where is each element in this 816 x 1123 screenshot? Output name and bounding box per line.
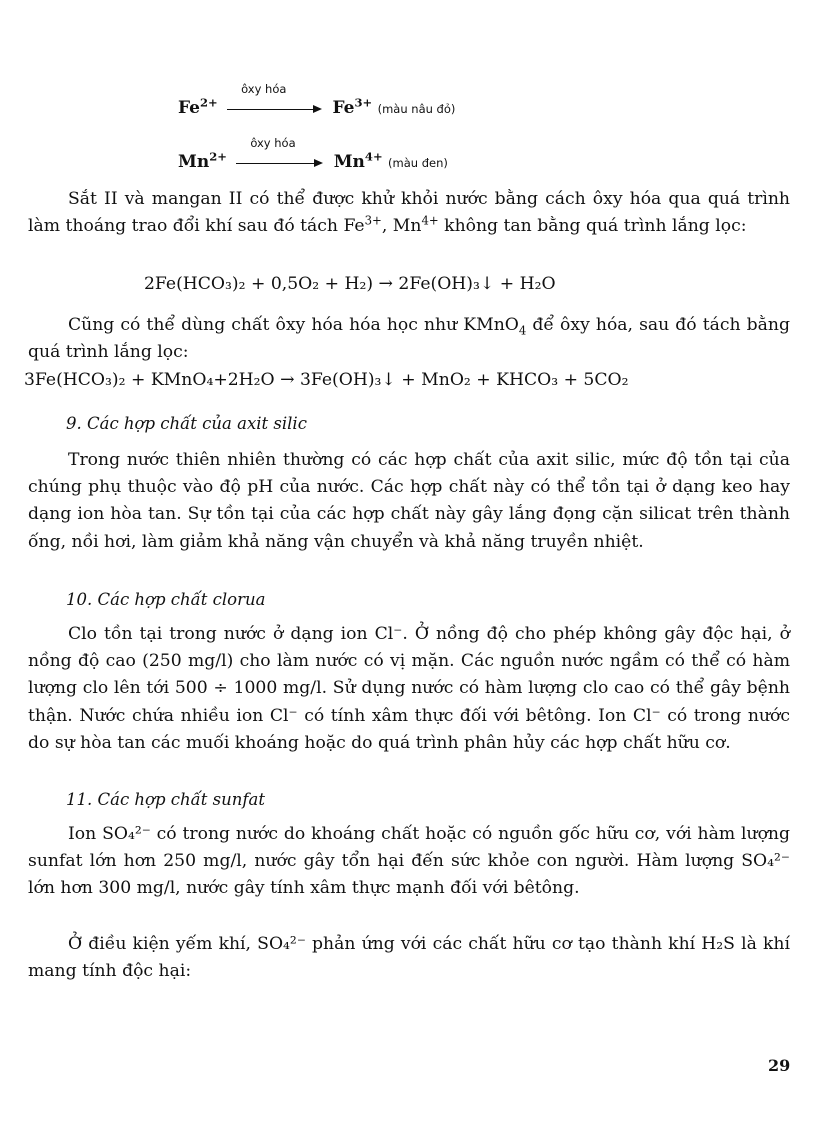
paragraph-iron-manganese: Sắt II và mangan II có thể được khử khỏi nước bằng cách ôxy hóa qua quá trình làm thoáng trao đổi khí sau đó tách $Fe^{3+}$, $Mn^{4+}$ không tan bằng quá trình lắng lọc:	[28, 189, 790, 237]
mn2-ion: $Mn^{2+}$	[178, 149, 227, 172]
paragraph-chloride: Clo tồn tại trong nước ở dạng ion Cl⁻. Ở nồng độ cho phép không gây độc hại, ở nồng độ cao (250 mg/l) cho làm nước có vị mặn. Các nguồn nước ngầm có thể có hàm lượng clo lên tới 500 ÷ 1000 mg/l. Sử dụng nước có hàm lượng clo cao có thể gây bệnh thận. Nước chứa nhiều ion Cl⁻ có tính xâm thực đối với bêtông. Ion Cl⁻ có trong nước do sự hòa tan các muối khoáng hoặc do quá trình phân hủy các hợp chất hữu cơ.	[28, 624, 790, 753]
mn4-ion: $Mn^{4+}$	[333, 149, 383, 172]
fe2-ion: $Fe^{2+}$	[178, 95, 218, 118]
heading-chloride: 10. Các hợp chất clorua	[66, 590, 266, 609]
oxidation-arrow-icon	[236, 135, 324, 170]
paragraph-silicic-acid: Trong nước thiên nhiên thường có các hợp chất của axit silic, mức độ tồn tại của chúng phụ thuộc vào độ pH của nước. Các hợp chất này có thể tồn tại ở dạng keo hay dạng ion hòa tan. Sự tồn tại của các hợp chất này gây lắng đọng cặn silicat trên thành ống, nồi hơi, làm giảm khả năng vận chuyển và khả năng truyền nhiệt.	[28, 450, 790, 552]
fe3-ion: $Fe^{3+}$	[332, 95, 373, 118]
paragraph-anaerobic: Ở điều kiện yếm khí, SO₄²⁻ phản ứng với các chất hữu cơ tạo thành khí H₂S là khí mang tính độc hại:	[28, 934, 790, 982]
arrow-label: ôxy hóa	[241, 81, 287, 96]
equation-aeration: 2Fe(HCO₃)₂ + 0,5O₂ + H₂) → 2Fe(OH)₃↓ + H₂O	[144, 274, 556, 294]
paragraph-kmno4: Cũng có thể dùng chất ôxy hóa hóa học như KMnO$_4$ để ôxy hóa, sau đó tách bằng quá trình lắng lọc:	[28, 315, 790, 363]
reaction-fe	[178, 81, 456, 118]
color-note: (màu nâu đỏ)	[377, 102, 456, 116]
page-number: 29	[768, 1056, 791, 1075]
heading-sulfate: 11. Các hợp chất sunfat	[66, 790, 265, 809]
reaction-mn	[178, 135, 448, 172]
heading-silicic-acid: 9. Các hợp chất của axit silic	[66, 414, 307, 433]
oxidation-arrow-icon	[227, 81, 323, 116]
arrow-label: ôxy hóa	[250, 135, 296, 150]
color-note: (màu đen)	[388, 156, 448, 170]
paragraph-sulfate: Ion SO₄²⁻ có trong nước do khoáng chất hoặc có nguồn gốc hữu cơ, với hàm lượng sunfat lớn hơn 250 mg/l, nước gây tổn hại đến sức khỏe con người. Hàm lượng SO₄²⁻ lớn hơn 300 mg/l, nước gây tính xâm thực mạnh đối với bêtông.	[28, 824, 790, 899]
equation-kmno4: 3Fe(HCO₃)₂ + KMnO₄+2H₂O → 3Fe(OH)₃↓ + MnO₂ + KHCO₃ + 5CO₂	[24, 370, 629, 390]
